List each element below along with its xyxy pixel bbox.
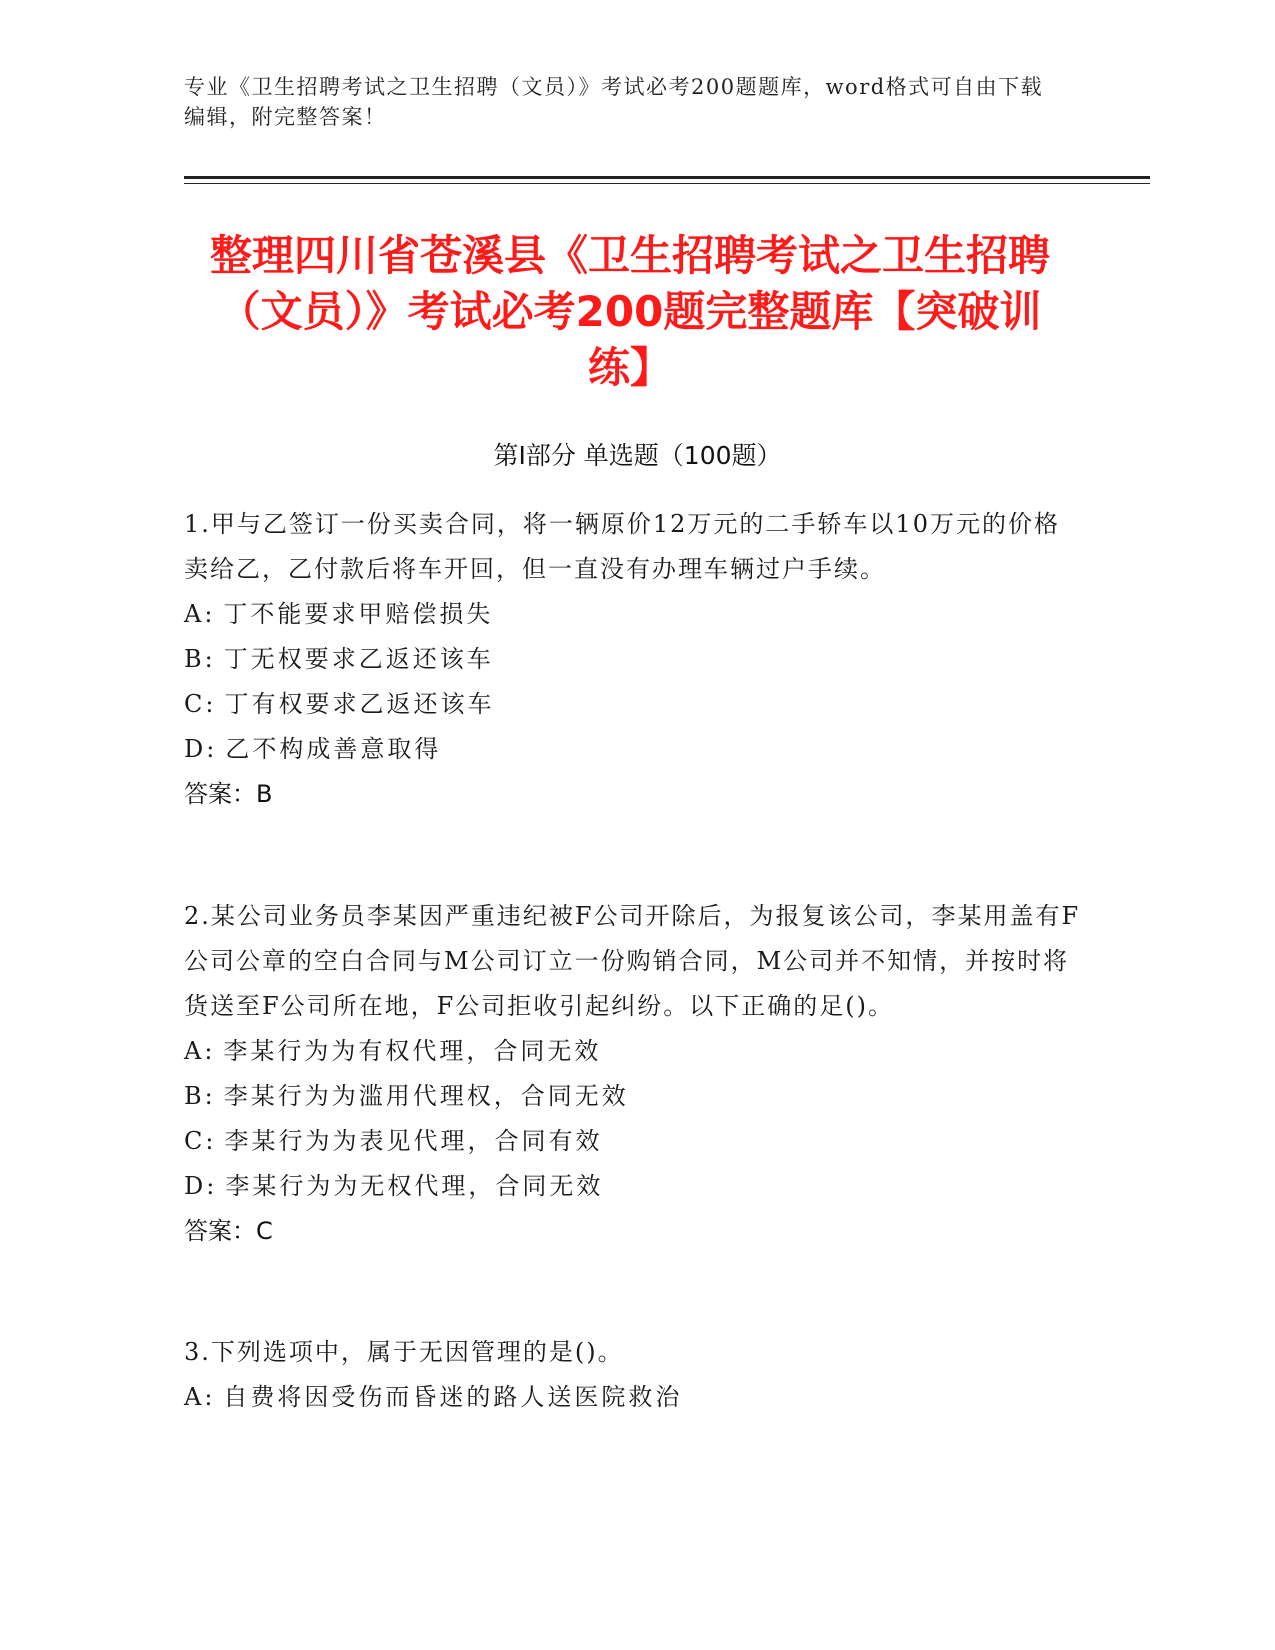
option-text: 丁无权要求乙返还该车 [223,645,494,673]
option-letter: B: [184,1082,216,1110]
option-text: 李某行为为表见代理，合同有效 [224,1127,603,1155]
option-text: 丁不能要求甲赔偿损失 [223,600,494,628]
question-1 [184,502,1084,817]
option-letter: D: [184,735,218,763]
option-c [184,1119,1084,1164]
option-a [184,1029,1084,1074]
header-note: 专业《卫生招聘考试之卫生招聘（文员）》考试必考200题题库，word格式可自由下载编辑，附完整答案！ [184,75,1044,129]
header-rule-thick [184,176,1150,179]
option-d [184,727,1084,772]
option-letter: A: [184,1037,216,1065]
answer: 答案：B [184,780,273,808]
option-letter: A: [184,1383,216,1411]
option-letter: A: [184,600,216,628]
option-d [184,1164,1084,1209]
question-stem: 3.下列选项中，属于无因管理的是()。 [184,1338,624,1366]
option-letter: C: [184,690,217,718]
option-letter: D: [184,1172,218,1200]
answer: 答案：C [184,1217,273,1245]
option-text: 丁有权要求乙返还该车 [224,690,495,718]
question-stem: 2.某公司业务员李某因严重违纪被F公司开除后，为报复该公司，李某用盖有F公司公章的空白合同与M公司订立一份购销合同，M公司并不知情，并按时将货送至F公司所在地，F公司拒收引起纠纷。以下正确的足()。 [184,902,1081,1020]
option-b [184,1074,1084,1119]
option-letter: B: [184,645,216,673]
question-2 [184,894,1084,1254]
option-text: 李某行为为滥用代理权，合同无效 [223,1082,629,1110]
option-text: 自费将因受伤而昏迷的路人送医院救治 [223,1383,683,1411]
section-title: 第I部分 单选题（100题） [493,441,782,470]
option-text: 乙不构成善意取得 [225,735,442,763]
option-a [184,1375,1084,1420]
option-b [184,637,1084,682]
option-text: 李某行为为无权代理，合同无效 [225,1172,604,1200]
document-title: 整理四川省苍溪县《卫生招聘考试之卫生招聘（文员）》考试必考200题完整题库【突破训练】 [209,231,1050,392]
header-rule-thin [184,183,1150,184]
option-text: 李某行为为有权代理，合同无效 [223,1037,602,1065]
question-stem: 1.甲与乙签订一份买卖合同，将一辆原价12万元的二手轿车以10万元的价格卖给乙，乙付款后将车开回，但一直没有办理车辆过户手续。 [184,510,1060,583]
option-c [184,682,1084,727]
option-a [184,592,1084,637]
option-letter: C: [184,1127,217,1155]
question-3 [184,1330,1084,1420]
